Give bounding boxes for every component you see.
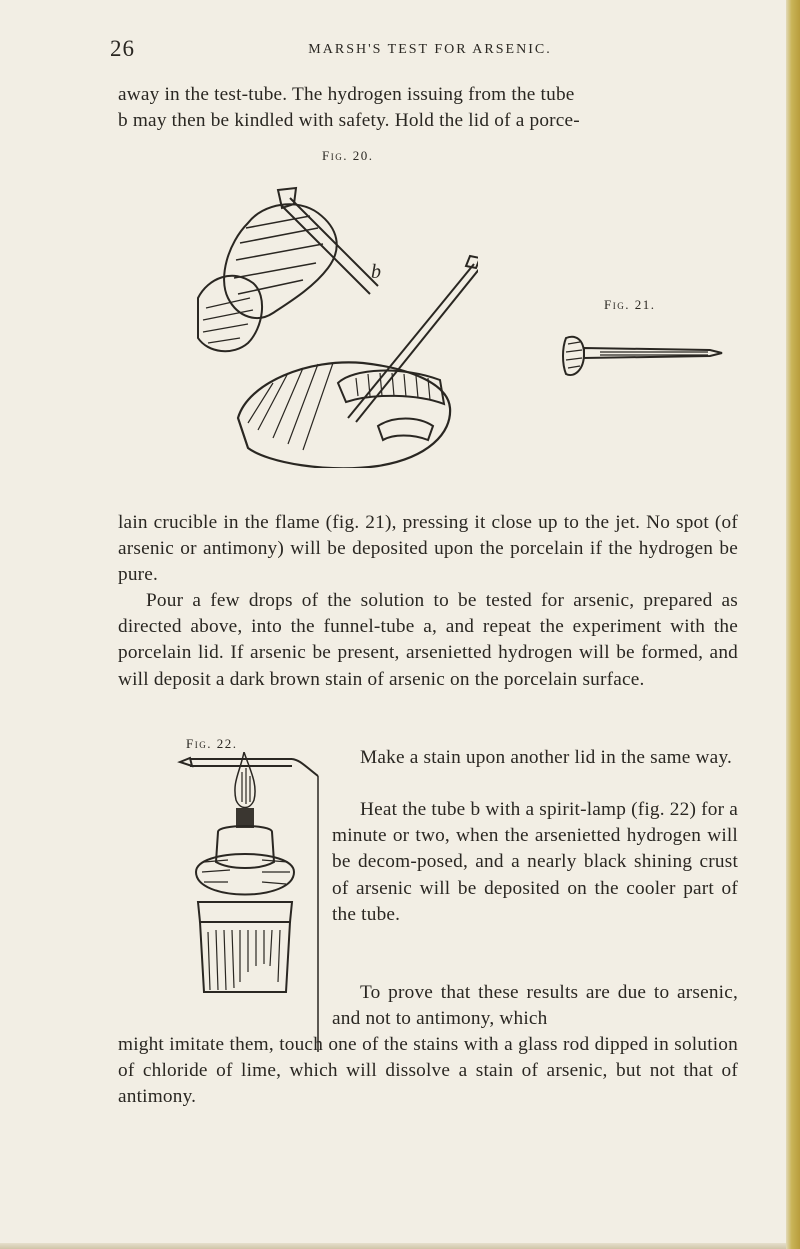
page-header	[110, 36, 750, 64]
paragraph-6-end: might imitate them, touch one of the stains with a glass rod dipped in solution of chloride of lime, which will dissolve a stain of arsenic, but not that of antimony.	[118, 1034, 738, 1108]
fig-21-illustration	[560, 332, 740, 382]
fig-21-caption: Fig. 21.	[604, 297, 656, 312]
paragraph-1-line-1: away in the test-tube. The hydrogen issuing from the tube	[118, 84, 575, 105]
paragraph-1	[118, 82, 738, 134]
paragraph-2: lain crucible in the flame (fig. 21), pressing it close up to the jet. No spot (of arsenic or antimony) will be deposited upon the porcelain if the hydrogen be pure.	[118, 512, 738, 586]
heated-tube	[180, 758, 318, 1052]
paragraph-6-start: To prove that these results are due to arsenic, and not to antimony, which	[332, 982, 738, 1030]
fig-20-caption: Fig. 20.	[322, 148, 374, 163]
flask	[238, 362, 450, 468]
flame	[235, 752, 255, 808]
hand-illustration	[198, 204, 337, 351]
running-head: MARSH'S TEST FOR ARSENIC.	[308, 42, 552, 57]
page-edge	[786, 0, 800, 1249]
spirit-lamp	[196, 808, 294, 992]
fig-22-illustration	[170, 752, 320, 1072]
paragraph-3: Pour a few drops of the solution to be tested for arsenic, prepared as directed above, into the funnel-tube a, and repeat the experiment with the porcelain lid. If arsenic be present, arsenietted hydrogen will be formed, and will deposit a dark brown stain of arsenic on the porcelain surface.	[118, 590, 738, 690]
fig-20-label-b: b	[371, 261, 381, 283]
paragraph-4: Make a stain upon another lid in the same way.	[360, 747, 733, 768]
fig-22-caption: Fig. 22.	[186, 736, 238, 751]
page-bottom-edge	[0, 1243, 786, 1249]
page-number: 26	[110, 36, 135, 61]
tube-b	[278, 188, 378, 294]
paragraph-1-line-2: b may then be kindled with safety. Hold the lid of a porce-	[118, 110, 580, 132]
paragraph-5: Heat the tube b with a spirit-lamp (fig. 22) for a minute or two, when the arsenietted hydrogen will be decom-posed, and a nearly black shining crust of arsenic will be deposited on the cooler part of the tube.	[332, 799, 738, 925]
fig-20-illustration	[178, 168, 478, 468]
